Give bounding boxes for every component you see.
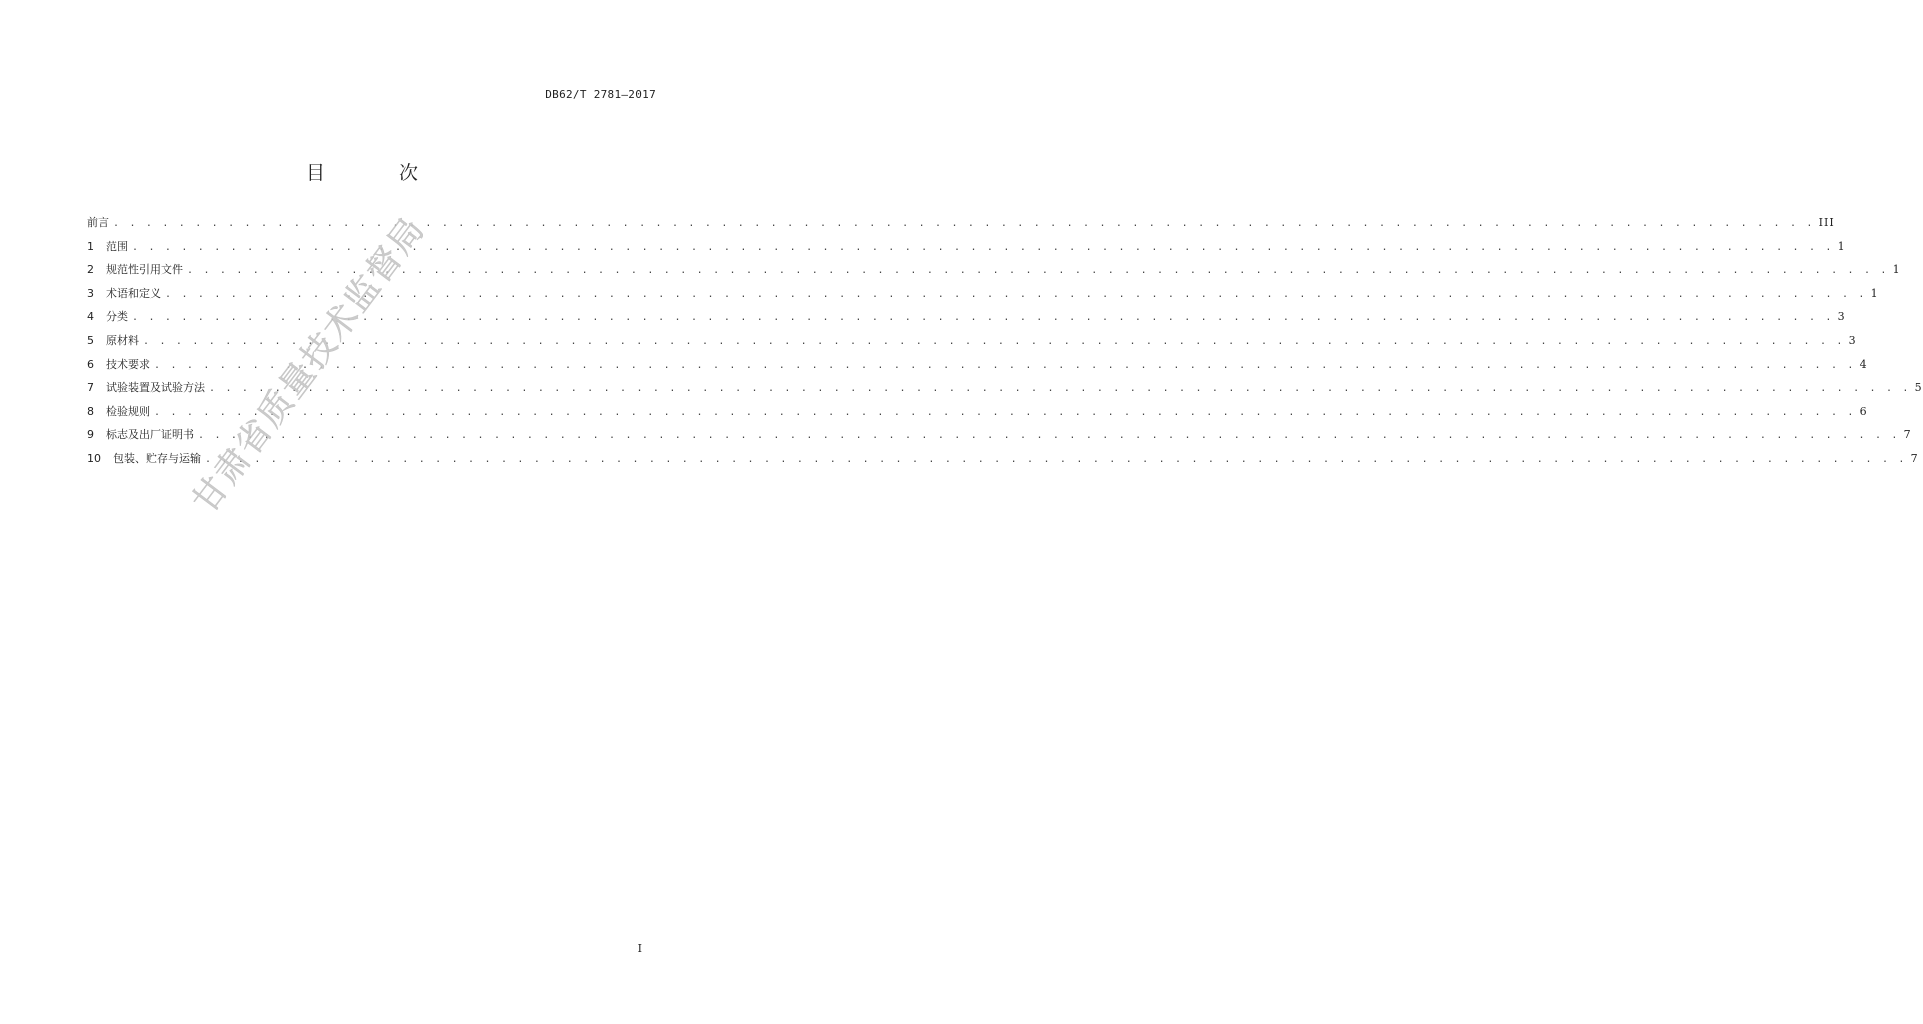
toc-entry-label: 技术要求 [106, 357, 150, 371]
toc-entry-number: 4 [87, 310, 94, 324]
toc-entry-number: 2 [87, 263, 94, 277]
toc-entry-number: 9 [87, 428, 94, 442]
toc-entry-8[interactable] [87, 404, 1868, 429]
toc-entry-page: 7 [1903, 428, 1912, 442]
toc-entry-label: 前言 [87, 216, 109, 229]
toc-entry-page: 1 [1837, 239, 1846, 253]
toc-entry-label: 试验装置及试验方法 [106, 381, 205, 395]
toc-entry-number: 6 [87, 357, 94, 371]
dot-leader: . . . . . . . . . . . . . . . . . . . . . . . . . . . . . . . . . . . . . . . . . . . . . . . . . . . . . . . . . . . . . . . . . . . . . . . . . . . . . . . . . . . . . . . . . . . . . . . . . . . . . . . . [165, 288, 1867, 300]
toc-entry-5[interactable] [87, 333, 1857, 358]
dot-leader: . . . . . . . . . . . . . . . . . . . . . . . . . . . . . . . . . . . . . . . . . . . . . . . . . . . . . . . . . . . . . . . . . . . . . . . . . . . . . . . . . . . . . . . . . . . . . . . . . . . . . . . . [198, 430, 1900, 442]
dot-leader: . . . . . . . . . . . . . . . . . . . . . . . . . . . . . . . . . . . . . . . . . . . . . . . . . . . . . . . . . . . . . . . . . . . . . . . . . . . . . . . . . . . . . . . . . . . . . . . . . . . . . . . . [132, 312, 1834, 324]
watermark: 甘肃省质量技术监督局 [184, 209, 434, 521]
toc-entry-7[interactable] [87, 381, 1923, 405]
toc-title: 目 次 [305, 162, 453, 184]
toc-entry-page: 7 [1910, 451, 1919, 465]
toc-entry-label: 分类 [106, 310, 128, 324]
dot-leader: . . . . . . . . . . . . . . . . . . . . . . . . . . . . . . . . . . . . . . . . . . . . . . . . . . . . . . . . . . . . . . . . . . . . . . . . . . . . . . . . . . . . . . . . . . . . . . . . . . . . . . . . [205, 453, 1907, 465]
toc-entry-page: 1 [1870, 286, 1879, 300]
toc-entry-page: 5 [1914, 381, 1923, 395]
dot-leader: . . . . . . . . . . . . . . . . . . . . . . . . . . . . . . . . . . . . . . . . . . . . . . . . . . . . . . . . . . . . . . . . . . . . . . . . . . . . . . . . . . . . . . . . . . . . . . . . . . . . . . . . [113, 218, 1815, 229]
dot-leader: . . . . . . . . . . . . . . . . . . . . . . . . . . . . . . . . . . . . . . . . . . . . . . . . . . . . . . . . . . . . . . . . . . . . . . . . . . . . . . . . . . . . . . . . . . . . . . . . . . . . . . . . [143, 335, 1845, 347]
document-code: DB62/T 2781—2017 [545, 88, 656, 101]
page-number: I [637, 942, 642, 955]
toc-entry-label: 范围 [106, 239, 128, 253]
toc-entry-label: 检验规则 [106, 404, 150, 418]
toc-entry-label: 规范性引用文件 [106, 263, 183, 277]
toc-entry-number: 5 [87, 333, 94, 347]
toc-entry-number: 8 [87, 404, 94, 418]
toc-entry-page: 1 [1892, 263, 1901, 277]
dot-leader: . . . . . . . . . . . . . . . . . . . . . . . . . . . . . . . . . . . . . . . . . . . . . . . . . . . . . . . . . . . . . . . . . . . . . . . . . . . . . . . . . . . . . . . . . . . . . . . . . . . . . . . . [154, 406, 1856, 418]
toc-entry-page: 6 [1859, 404, 1868, 418]
toc-entry-label: 包装、贮存与运输 [113, 451, 201, 465]
toc-entry-number: 1 [87, 239, 94, 253]
toc-entry-page: III [1818, 216, 1835, 229]
dot-leader: . . . . . . . . . . . . . . . . . . . . . . . . . . . . . . . . . . . . . . . . . . . . . . . . . . . . . . . . . . . . . . . . . . . . . . . . . . . . . . . . . . . . . . . . . . . . . . . . . . . . . . . . [187, 265, 1889, 277]
toc-entry-number: 7 [87, 381, 94, 395]
toc-entry-number: 3 [87, 286, 94, 300]
toc-entry-label: 标志及出厂证明书 [106, 428, 194, 442]
toc-entry-label: 术语和定义 [106, 286, 161, 300]
toc-entry-6[interactable] [87, 357, 1868, 382]
toc-entry-9[interactable] [87, 428, 1912, 452]
dot-leader: . . . . . . . . . . . . . . . . . . . . . . . . . . . . . . . . . . . . . . . . . . . . . . . . . . . . . . . . . . . . . . . . . . . . . . . . . . . . . . . . . . . . . . . . . . . . . . . . . . . . . . . . [154, 359, 1856, 371]
toc-entry-10[interactable] [87, 451, 1919, 476]
toc-entry-page: 4 [1859, 357, 1868, 371]
toc-entry-page: 3 [1837, 310, 1846, 324]
toc-entry-foreword[interactable] [87, 216, 1835, 240]
dot-leader: . . . . . . . . . . . . . . . . . . . . . . . . . . . . . . . . . . . . . . . . . . . . . . . . . . . . . . . . . . . . . . . . . . . . . . . . . . . . . . . . . . . . . . . . . . . . . . . . . . . . . . . . [132, 241, 1834, 253]
toc-entry-page: 3 [1848, 333, 1857, 347]
dot-leader: . . . . . . . . . . . . . . . . . . . . . . . . . . . . . . . . . . . . . . . . . . . . . . . . . . . . . . . . . . . . . . . . . . . . . . . . . . . . . . . . . . . . . . . . . . . . . . . . . . . . . . . . [209, 383, 1911, 395]
toc-entry-label: 原材料 [106, 333, 139, 347]
toc-entry-number: 10 [87, 451, 101, 465]
